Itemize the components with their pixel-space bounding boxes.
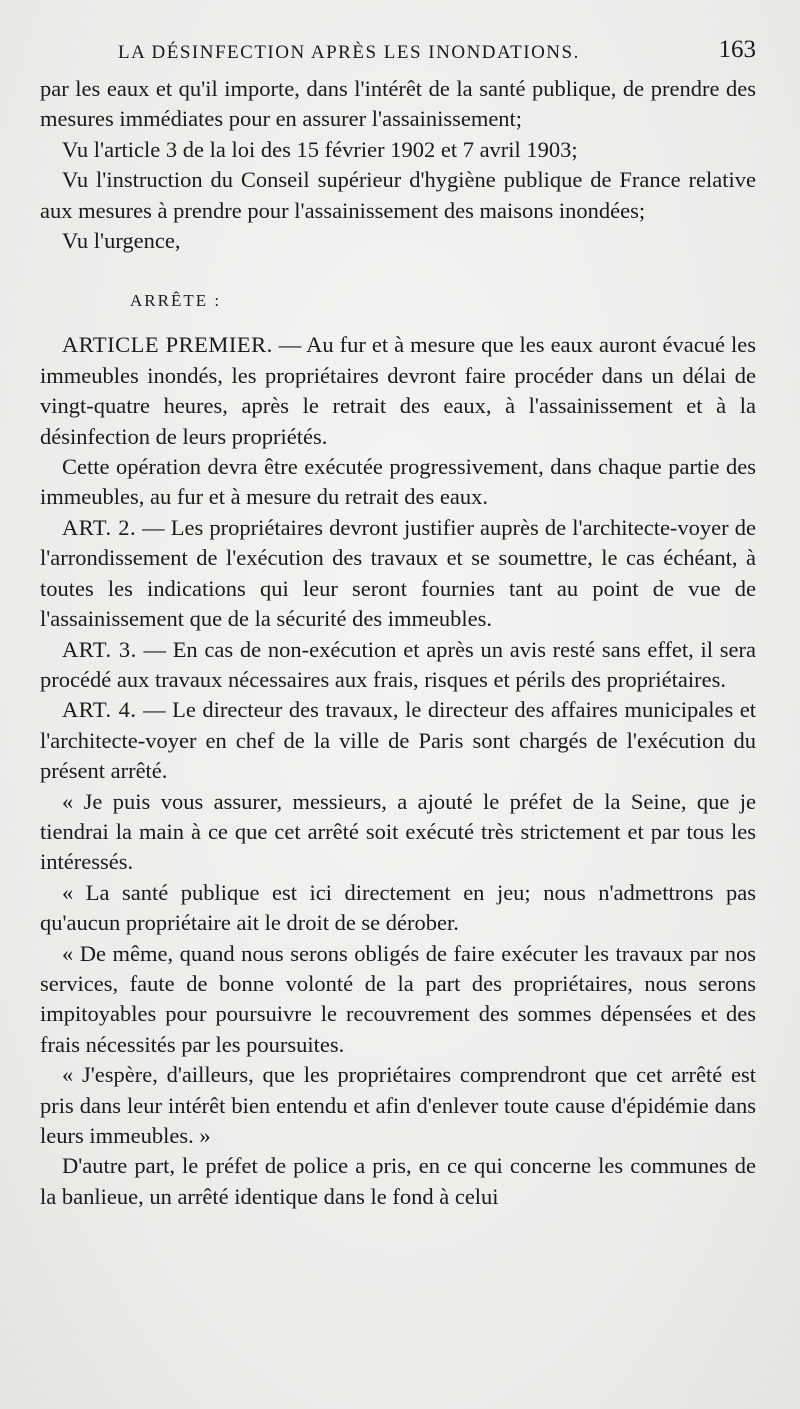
running-title: LA DÉSINFECTION APRÈS LES INONDATIONS. bbox=[118, 42, 580, 63]
paragraph-visa-urgency: Vu l'urgence, bbox=[62, 228, 181, 254]
spacer bbox=[40, 316, 756, 330]
article-1-paragraph-2: Cette opération devra être exécutée progressivement, dans chaque partie des immeubles, au fur et à mesure du retrait des eaux. bbox=[40, 454, 756, 510]
quote-paragraph-2: « La santé publique est ici directement en jeu; nous n'admettrons pas qu'aucun propriétaire ait le droit de se dérober. bbox=[40, 879, 756, 936]
article-2 bbox=[40, 513, 756, 635]
page-number: 163 bbox=[718, 36, 756, 63]
article-3-text: — En cas de non-exécution et après un avis resté sans effet, il sera procédé aux travaux nécessaires aux frais, risques et périls des propriétaires. bbox=[40, 636, 756, 692]
quote-paragraph-4: « J'espère, d'ailleurs, que les propriétaires comprendront que cet arrêté est pris dans leur intérêt bien entendu et afin d'enlever toute cause d'épidémie dans leurs immeubles. » bbox=[40, 1062, 756, 1148]
article-3 bbox=[40, 635, 756, 696]
article-2-label: ART. 2. bbox=[62, 514, 137, 540]
body-text bbox=[40, 74, 756, 1212]
quote-paragraph-1: « Je puis vous assurer, messieurs, a ajouté le préfet de la Seine, que je tiendrai la main à ce que cet arrêté soit exécuté très strictement et par tous les intéressés. bbox=[40, 788, 756, 875]
article-4-text: — Le directeur des travaux, le directeur des affaires municipales et l'architecte-voyer en chef de la ville de Paris sont chargés de l'exécution du présent arrêté. bbox=[40, 697, 756, 784]
paragraph-final: D'autre part, le préfet de police a pris, en ce qui concerne les communes de la banlieue, un arrêté identique dans le fond à celui bbox=[40, 1153, 756, 1209]
article-1 bbox=[40, 330, 756, 452]
article-2-text: — Les propriétaires devront justifier auprès de l'architecte-voyer de l'arrondissement de l'exécution des travaux et se soumettre, le cas échéant, à toutes les indications qui leur seront fournies tant au point de vue de l'assainissement que de la sécurité des immeubles. bbox=[40, 514, 756, 632]
running-head bbox=[40, 36, 756, 68]
article-1-label: ARTICLE PREMIER. bbox=[62, 332, 273, 358]
paragraph-visa-law: Vu l'article 3 de la loi des 15 février 1902 et 7 avril 1903; bbox=[62, 136, 578, 162]
article-1-text: — Au fur et à mesure que les eaux auront évacué les immeubles inondés, les propriétaires devront faire procéder dans un délai de vingt-quatre heures, après le retrait des eaux, à l'assainissement et à la désinfection de leurs propriétés. bbox=[40, 332, 756, 449]
arrete-heading: ARRÊTE : bbox=[130, 291, 222, 311]
spacer bbox=[40, 256, 756, 286]
article-4-label: ART. 4. bbox=[62, 697, 137, 723]
paragraph-visa-instruction: Vu l'instruction du Conseil supérieur d'hygiène publique de France relative aux mesures à prendre pour l'assainissement des maisons inondées; bbox=[40, 167, 756, 223]
paragraph-continuation: par les eaux et qu'il importe, dans l'intérêt de la santé publique, de prendre des mesures immédiates pour en assurer l'assainissement; bbox=[40, 76, 756, 132]
article-3-label: ART. 3. bbox=[62, 636, 137, 662]
article-4 bbox=[40, 695, 756, 786]
quote-paragraph-3: « De même, quand nous serons obligés de faire exécuter les travaux par nos services, faute de bonne volonté de la part des propriétaires, nous serons impitoyables pour poursuivre le recouvrement des sommes dépensées et des frais nécessités par les poursuites. bbox=[40, 940, 756, 1057]
